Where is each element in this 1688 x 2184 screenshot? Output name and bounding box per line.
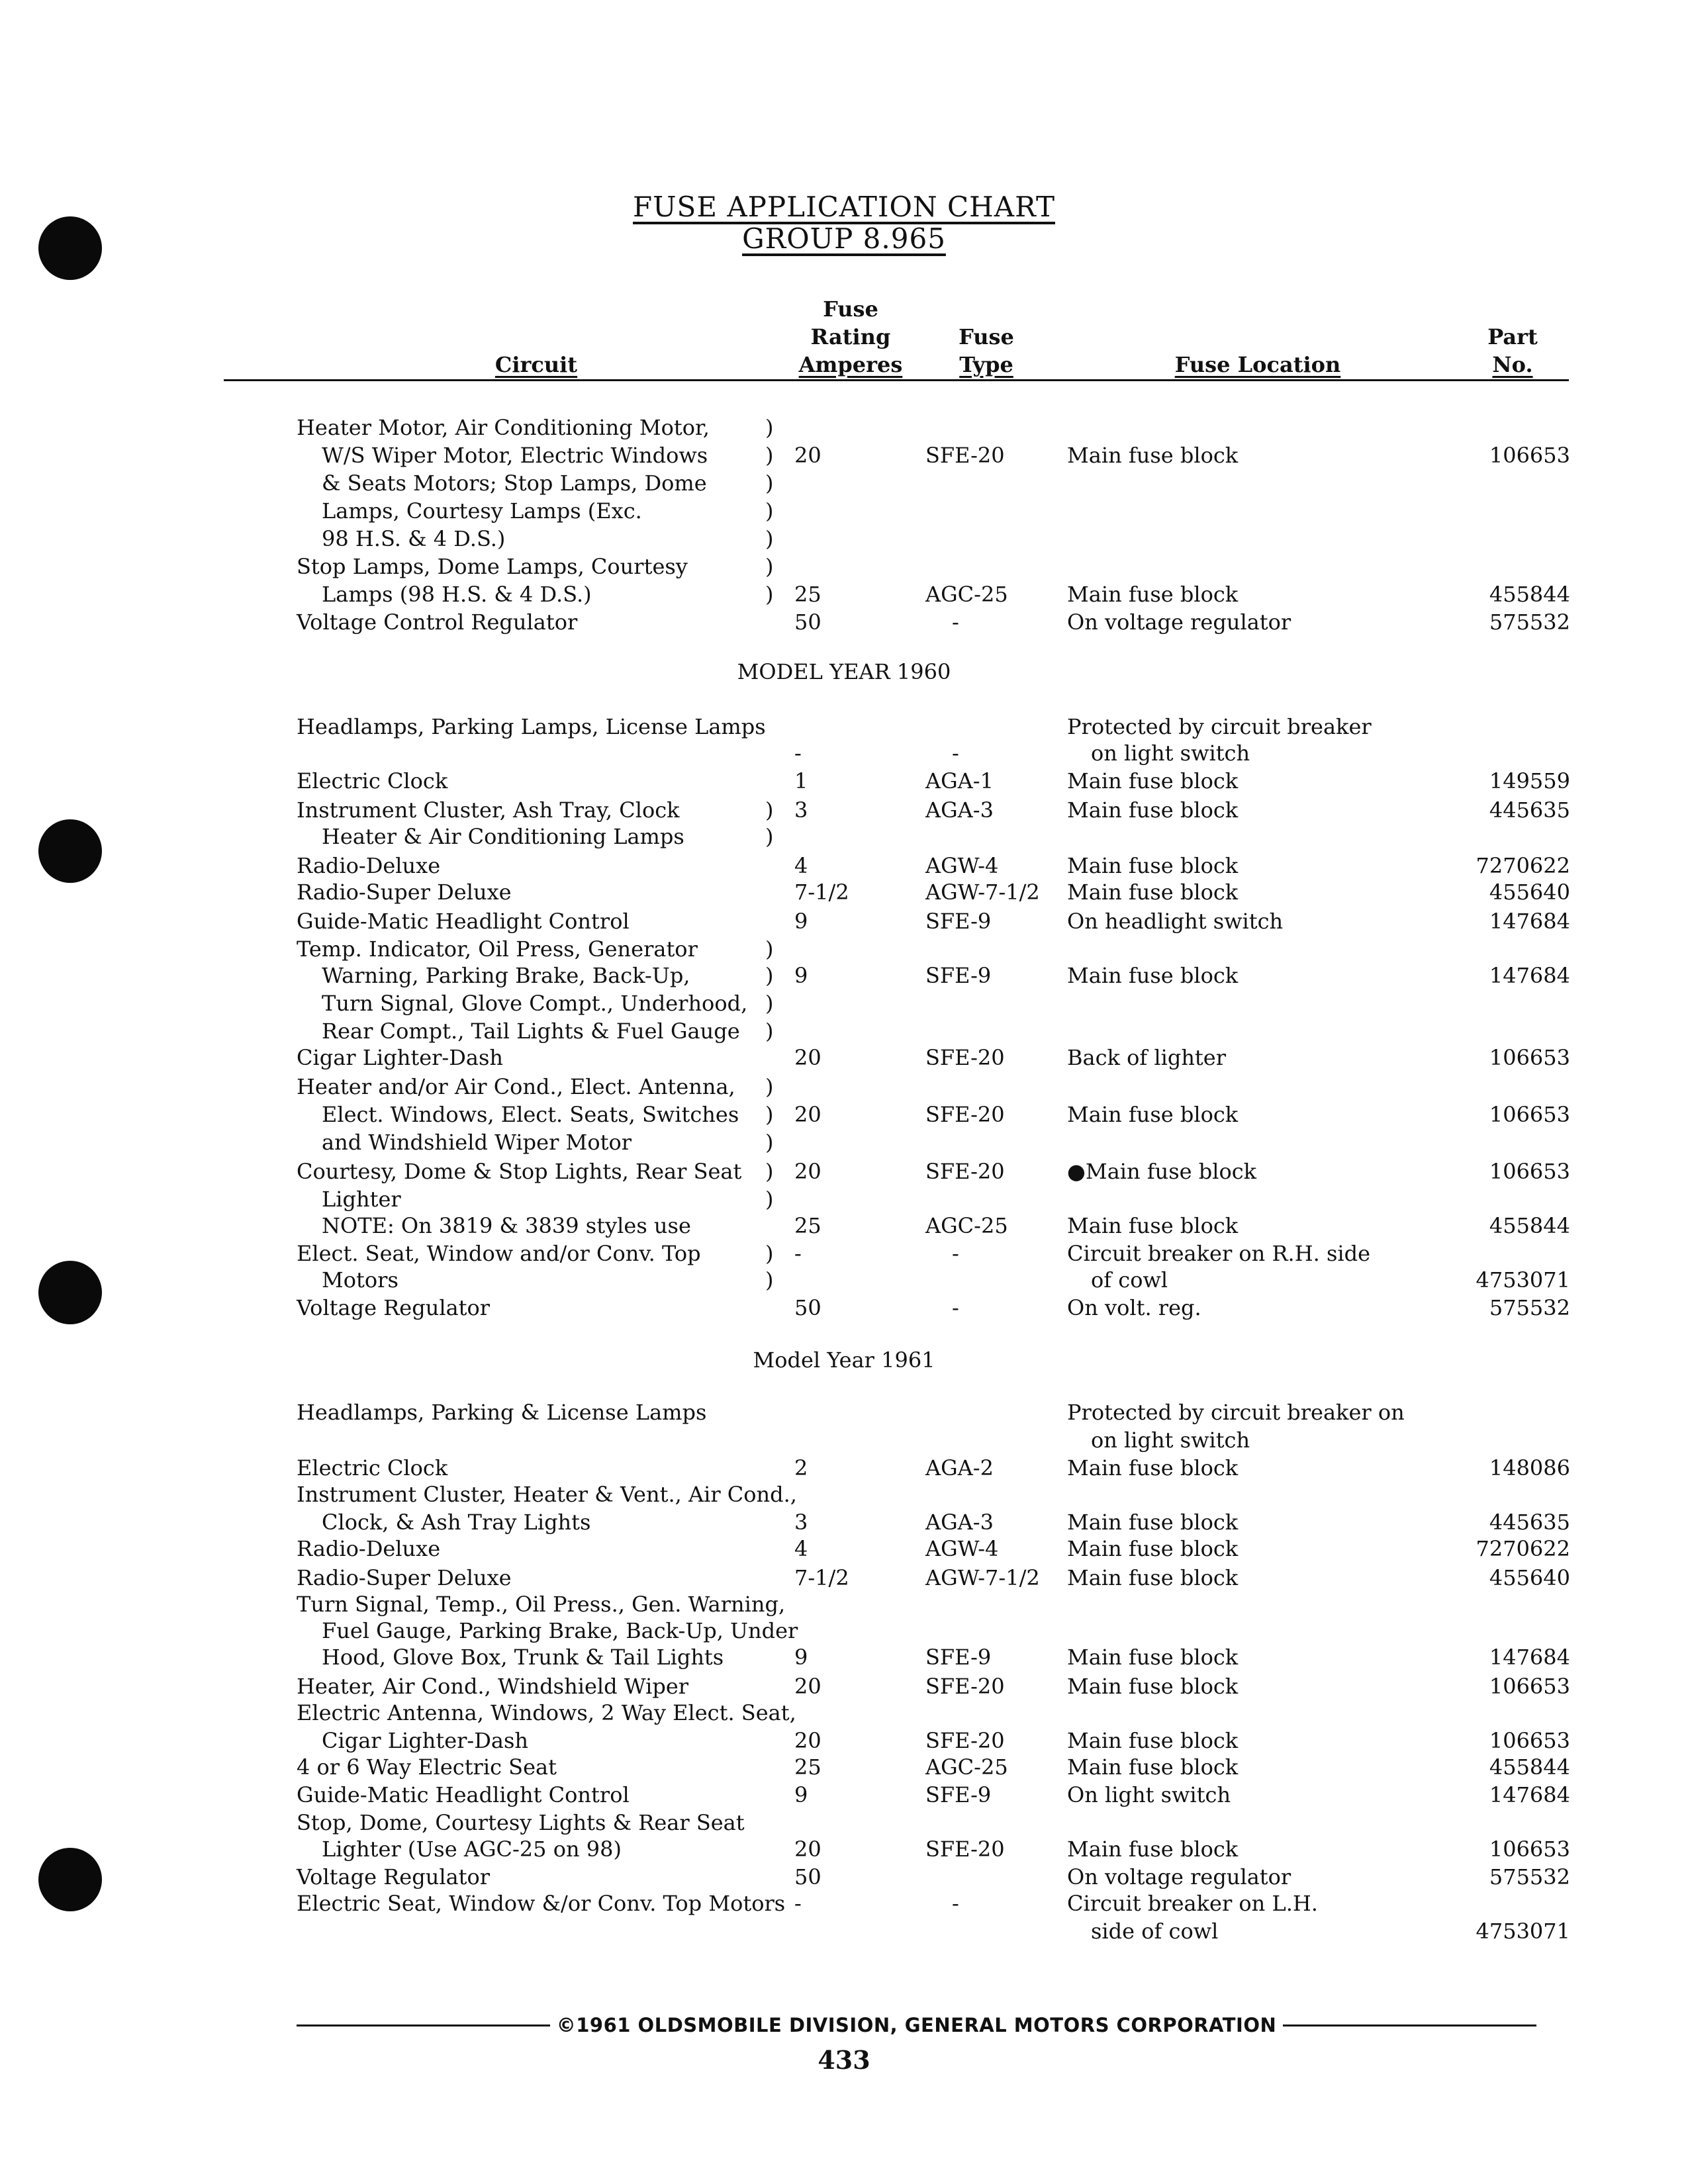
circuit-text: Radio-Super Deluxe bbox=[297, 880, 512, 905]
circuit-text: Lighter bbox=[322, 1187, 401, 1212]
fuse-type: SFE-9 bbox=[925, 963, 992, 988]
part-number: 106653 bbox=[1489, 1837, 1570, 1862]
bracket-paren: ) bbox=[765, 1159, 774, 1184]
circuit-text: Stop, Dome, Courtesy Lights & Rear Seat bbox=[297, 1810, 745, 1835]
page-title bbox=[0, 191, 1688, 223]
fuse-location: On voltage regulator bbox=[1067, 1864, 1291, 1889]
circuit-text: Motors bbox=[322, 1267, 399, 1293]
part-number: 106653 bbox=[1489, 1159, 1570, 1184]
fuse-type: SFE-20 bbox=[925, 1674, 1005, 1699]
fuse-rating: 9 bbox=[794, 1645, 808, 1670]
part-number: 106653 bbox=[1489, 443, 1570, 468]
fuse-rating: 20 bbox=[794, 1674, 821, 1699]
fuse-location: Main fuse block bbox=[1067, 443, 1239, 468]
part-number: 147684 bbox=[1489, 909, 1570, 934]
circuit-text: Turn Signal, Temp., Oil Press., Gen. Warning, bbox=[297, 1592, 786, 1617]
fuse-location: Main fuse block bbox=[1067, 1536, 1239, 1561]
part-number: 106653 bbox=[1489, 1045, 1570, 1070]
fuse-location: side of cowl bbox=[1091, 1919, 1219, 1944]
fuse-rating: 3 bbox=[794, 1510, 808, 1535]
fuse-rating: 25 bbox=[794, 582, 821, 607]
fuse-type: - bbox=[952, 1891, 959, 1916]
fuse-rating: 25 bbox=[794, 1213, 821, 1238]
bracket-paren: ) bbox=[765, 1130, 774, 1155]
bracket-paren: ) bbox=[765, 1019, 774, 1044]
bracket-paren: ) bbox=[765, 1267, 774, 1293]
header-type bbox=[940, 323, 1033, 379]
fuse-location: Main fuse block bbox=[1067, 768, 1239, 794]
circuit-text: Hood, Glove Box, Trunk & Tail Lights bbox=[322, 1645, 724, 1670]
fuse-rating: 20 bbox=[794, 1728, 821, 1753]
fuse-location: Back of lighter bbox=[1067, 1045, 1227, 1070]
circuit-text: Electric Antenna, Windows, 2 Way Elect. Seat, bbox=[297, 1700, 796, 1725]
fuse-type: SFE-9 bbox=[925, 1782, 992, 1807]
circuit-text: Radio-Deluxe bbox=[297, 1536, 441, 1561]
header-rating bbox=[781, 295, 920, 379]
header-part bbox=[1463, 323, 1562, 379]
punch-hole bbox=[38, 1848, 102, 1911]
part-number: 455640 bbox=[1489, 1565, 1570, 1590]
fuse-location: Circuit breaker on L.H. bbox=[1067, 1891, 1318, 1916]
circuit-text: NOTE: On 3819 & 3839 styles use bbox=[322, 1213, 691, 1238]
circuit-text: Electric Clock bbox=[297, 1455, 448, 1480]
fuse-location: Protected by circuit breaker bbox=[1067, 714, 1372, 739]
circuit-text: Courtesy, Dome & Stop Lights, Rear Seat bbox=[297, 1159, 742, 1184]
part-number: 4753071 bbox=[1476, 1919, 1570, 1944]
fuse-rating: 50 bbox=[794, 1864, 821, 1889]
copyright-text: ©1961 OLDSMOBILE DIVISION, GENERAL MOTORS CORPORATION bbox=[556, 2014, 1277, 2036]
bracket-paren: ) bbox=[765, 1187, 774, 1212]
fuse-rating: 9 bbox=[794, 963, 808, 988]
circuit-text: 4 or 6 Way Electric Seat bbox=[297, 1754, 557, 1780]
circuit-text: Voltage Control Regulator bbox=[297, 610, 578, 635]
bracket-paren: ) bbox=[765, 471, 774, 496]
fuse-location: Main fuse block bbox=[1067, 1674, 1239, 1699]
fuse-location: Circuit breaker on R.H. side bbox=[1067, 1241, 1371, 1266]
circuit-text: Clock, & Ash Tray Lights bbox=[322, 1510, 591, 1535]
fuse-type: SFE-20 bbox=[925, 1102, 1005, 1127]
circuit-text: Heater and/or Air Cond., Elect. Antenna, bbox=[297, 1074, 735, 1099]
fuse-location: On volt. reg. bbox=[1067, 1295, 1201, 1320]
fuse-type: AGA-3 bbox=[925, 797, 994, 823]
fuse-rating: - bbox=[794, 1241, 802, 1266]
fuse-location: Main fuse block bbox=[1067, 880, 1239, 905]
part-number: 445635 bbox=[1489, 1510, 1570, 1535]
fuse-location: Main fuse block bbox=[1067, 1102, 1239, 1127]
fuse-location: Protected by circuit breaker on bbox=[1067, 1400, 1405, 1425]
fuse-rating: 4 bbox=[794, 853, 808, 878]
header-type-line: Fuse bbox=[959, 324, 1014, 349]
part-number: 147684 bbox=[1489, 1782, 1570, 1807]
part-number: 575532 bbox=[1489, 1864, 1570, 1889]
fuse-type: AGC-25 bbox=[925, 1754, 1008, 1780]
fuse-location: Main fuse block bbox=[1067, 1510, 1239, 1535]
fuse-type: - bbox=[952, 1241, 959, 1266]
header-location bbox=[1152, 351, 1364, 379]
header-rating-line: Fuse bbox=[823, 296, 878, 322]
fuse-type: SFE-9 bbox=[925, 909, 992, 934]
part-number: 455844 bbox=[1489, 1754, 1570, 1780]
part-number: 575532 bbox=[1489, 610, 1570, 635]
part-number: 106653 bbox=[1489, 1674, 1570, 1699]
fuse-type: AGW-7-1/2 bbox=[925, 880, 1040, 905]
punch-hole bbox=[38, 1261, 102, 1324]
bracket-paren: ) bbox=[765, 498, 774, 523]
bracket-paren: ) bbox=[765, 1241, 774, 1266]
header-rating-line: Amperes bbox=[798, 352, 903, 377]
circuit-text: Heater, Air Cond., Windshield Wiper bbox=[297, 1674, 689, 1699]
header-part-line: Part bbox=[1487, 324, 1538, 349]
fuse-location: Main fuse block bbox=[1067, 853, 1239, 878]
fuse-type: SFE-9 bbox=[925, 1645, 992, 1670]
bracket-paren: ) bbox=[765, 526, 774, 551]
fuse-type: SFE-20 bbox=[925, 443, 1005, 468]
fuse-location: Main fuse block bbox=[1067, 1728, 1239, 1753]
fuse-type: AGA-3 bbox=[925, 1510, 994, 1535]
fuse-location: Main fuse block bbox=[1067, 1213, 1239, 1238]
fuse-rating: - bbox=[794, 741, 802, 766]
header-rule bbox=[224, 379, 1569, 381]
part-number: 106653 bbox=[1489, 1728, 1570, 1753]
part-number: 4753071 bbox=[1476, 1267, 1570, 1293]
part-number: 148086 bbox=[1489, 1455, 1570, 1480]
circuit-text: Electric Seat, Window &/or Conv. Top Motors bbox=[297, 1891, 786, 1916]
fuse-type: SFE-20 bbox=[925, 1728, 1005, 1753]
circuit-text: Guide-Matic Headlight Control bbox=[297, 1782, 630, 1807]
fuse-type: SFE-20 bbox=[925, 1045, 1005, 1070]
circuit-text: Instrument Cluster, Ash Tray, Clock bbox=[297, 797, 680, 823]
circuit-text: Lamps, Courtesy Lamps (Exc. bbox=[322, 498, 642, 523]
subtitle-text: GROUP 8.965 bbox=[742, 222, 946, 255]
circuit-text: 98 H.S. & 4 D.S.) bbox=[322, 526, 506, 551]
page-number: 433 bbox=[818, 2045, 870, 2075]
circuit-text: Lamps (98 H.S. & 4 D.S.) bbox=[322, 582, 592, 607]
circuit-text: Radio-Super Deluxe bbox=[297, 1565, 512, 1590]
circuit-text: Temp. Indicator, Oil Press, Generator bbox=[297, 936, 698, 962]
footer-rule bbox=[1283, 2025, 1536, 2026]
circuit-text: Stop Lamps, Dome Lamps, Courtesy bbox=[297, 554, 688, 579]
header-part-line: No. bbox=[1492, 352, 1533, 377]
group-subtitle bbox=[0, 222, 1688, 255]
header-circuit-label: Circuit bbox=[494, 352, 578, 377]
circuit-text: & Seats Motors; Stop Lamps, Dome bbox=[322, 471, 707, 496]
fuse-type: - bbox=[952, 610, 959, 635]
fuse-rating: 7-1/2 bbox=[794, 1565, 849, 1590]
circuit-text: and Windshield Wiper Motor bbox=[322, 1130, 632, 1155]
title-text: FUSE APPLICATION CHART bbox=[633, 191, 1055, 223]
fuse-rating: 7-1/2 bbox=[794, 880, 849, 905]
circuit-text: Fuel Gauge, Parking Brake, Back-Up, Under bbox=[322, 1618, 798, 1643]
circuit-text: Turn Signal, Glove Compt., Underhood, bbox=[322, 991, 748, 1016]
fuse-type: AGW-4 bbox=[925, 853, 999, 878]
header-circuit bbox=[463, 351, 609, 379]
fuse-location: Main fuse block bbox=[1067, 797, 1239, 823]
fuse-type: SFE-20 bbox=[925, 1837, 1005, 1862]
circuit-text: Radio-Deluxe bbox=[297, 853, 441, 878]
fuse-rating: 9 bbox=[794, 1782, 808, 1807]
header-type-line: Type bbox=[959, 352, 1013, 377]
section-heading: Model Year 1961 bbox=[753, 1347, 935, 1373]
fuse-type: AGW-7-1/2 bbox=[925, 1565, 1040, 1590]
fuse-type: - bbox=[952, 741, 959, 766]
circuit-text: Electric Clock bbox=[297, 768, 448, 794]
fuse-type: AGC-25 bbox=[925, 1213, 1008, 1238]
fuse-location: of cowl bbox=[1091, 1267, 1168, 1293]
part-number: 149559 bbox=[1489, 768, 1570, 794]
fuse-rating: 4 bbox=[794, 1536, 808, 1561]
fuse-rating: 20 bbox=[794, 443, 821, 468]
fuse-rating: 50 bbox=[794, 1295, 821, 1320]
fuse-location: On headlight switch bbox=[1067, 909, 1284, 934]
part-number: 575532 bbox=[1489, 1295, 1570, 1320]
fuse-location: Main fuse block bbox=[1067, 1565, 1239, 1590]
fuse-rating: 20 bbox=[794, 1837, 821, 1862]
circuit-text: Headlamps, Parking & License Lamps bbox=[297, 1400, 707, 1425]
circuit-text: Elect. Seat, Window and/or Conv. Top bbox=[297, 1241, 701, 1266]
fuse-rating: 25 bbox=[794, 1754, 821, 1780]
bracket-paren: ) bbox=[765, 582, 774, 607]
header-location-label: Fuse Location bbox=[1174, 352, 1341, 377]
fuse-location: Main fuse block bbox=[1067, 582, 1239, 607]
fuse-rating: 2 bbox=[794, 1455, 808, 1480]
bracket-paren: ) bbox=[765, 415, 774, 440]
fuse-location: Main fuse block bbox=[1067, 1645, 1239, 1670]
circuit-text: Heater & Air Conditioning Lamps bbox=[322, 824, 684, 849]
fuse-location: Main fuse block bbox=[1067, 1754, 1239, 1780]
circuit-text: Headlamps, Parking Lamps, License Lamps bbox=[297, 714, 766, 739]
circuit-text: Warning, Parking Brake, Back-Up, bbox=[322, 963, 690, 988]
bracket-paren: ) bbox=[765, 554, 774, 579]
part-number: 147684 bbox=[1489, 963, 1570, 988]
bracket-paren: ) bbox=[765, 797, 774, 823]
fuse-rating: 50 bbox=[794, 610, 821, 635]
bracket-paren: ) bbox=[765, 936, 774, 962]
fuse-location: Main fuse block bbox=[1067, 963, 1239, 988]
circuit-text: Lighter (Use AGC-25 on 98) bbox=[322, 1837, 622, 1862]
circuit-text: Cigar Lighter-Dash bbox=[297, 1045, 503, 1070]
circuit-text: Guide-Matic Headlight Control bbox=[297, 909, 630, 934]
bracket-paren: ) bbox=[765, 1102, 774, 1127]
part-number: 147684 bbox=[1489, 1645, 1570, 1670]
part-number: 7270622 bbox=[1476, 853, 1570, 878]
section-heading: MODEL YEAR 1960 bbox=[737, 659, 951, 684]
circuit-text: W/S Wiper Motor, Electric Windows bbox=[322, 443, 708, 468]
fuse-rating: 20 bbox=[794, 1045, 821, 1070]
fuse-rating: 20 bbox=[794, 1102, 821, 1127]
fuse-location: Main fuse block bbox=[1067, 1837, 1239, 1862]
part-number: 455844 bbox=[1489, 1213, 1570, 1238]
fuse-type: SFE-20 bbox=[925, 1159, 1005, 1184]
fuse-location: On voltage regulator bbox=[1067, 610, 1291, 635]
circuit-text: Cigar Lighter-Dash bbox=[322, 1728, 528, 1753]
fuse-type: - bbox=[952, 1295, 959, 1320]
copyright-footer bbox=[297, 2012, 1536, 2038]
bracket-paren: ) bbox=[765, 1074, 774, 1099]
bracket-paren: ) bbox=[765, 991, 774, 1016]
circuit-text: Rear Compt., Tail Lights & Fuel Gauge bbox=[322, 1019, 740, 1044]
fuse-location: on light switch bbox=[1091, 741, 1250, 766]
fuse-location: On light switch bbox=[1067, 1782, 1231, 1807]
part-number: 445635 bbox=[1489, 797, 1570, 823]
part-number: 7270622 bbox=[1476, 1536, 1570, 1561]
fuse-rating: 1 bbox=[794, 768, 808, 794]
circuit-text: Heater Motor, Air Conditioning Motor, bbox=[297, 415, 710, 440]
header-rating-line: Rating bbox=[810, 324, 891, 349]
part-number: 106653 bbox=[1489, 1102, 1570, 1127]
fuse-rating: 20 bbox=[794, 1159, 821, 1184]
part-number: 455640 bbox=[1489, 880, 1570, 905]
fuse-type: AGW-4 bbox=[925, 1536, 999, 1561]
part-number: 455844 bbox=[1489, 582, 1570, 607]
bracket-paren: ) bbox=[765, 824, 774, 849]
fuse-rating: 9 bbox=[794, 909, 808, 934]
footer-rule bbox=[297, 2025, 550, 2026]
circuit-text: Elect. Windows, Elect. Seats, Switches bbox=[322, 1102, 739, 1127]
fuse-type: AGC-25 bbox=[925, 582, 1008, 607]
bracket-paren: ) bbox=[765, 443, 774, 468]
circuit-text: Instrument Cluster, Heater & Vent., Air Cond., bbox=[297, 1482, 797, 1507]
fuse-location: on light switch bbox=[1091, 1428, 1250, 1453]
fuse-rating: - bbox=[794, 1891, 802, 1916]
circuit-text: Voltage Regulator bbox=[297, 1864, 491, 1889]
bracket-paren: ) bbox=[765, 963, 774, 988]
fuse-location: Main fuse block bbox=[1067, 1455, 1239, 1480]
fuse-type: AGA-1 bbox=[925, 768, 994, 794]
fuse-location: ●Main fuse block bbox=[1067, 1159, 1257, 1184]
fuse-rating: 3 bbox=[794, 797, 808, 823]
circuit-text: Voltage Regulator bbox=[297, 1295, 491, 1320]
punch-hole bbox=[38, 819, 102, 883]
fuse-type: AGA-2 bbox=[925, 1455, 994, 1480]
